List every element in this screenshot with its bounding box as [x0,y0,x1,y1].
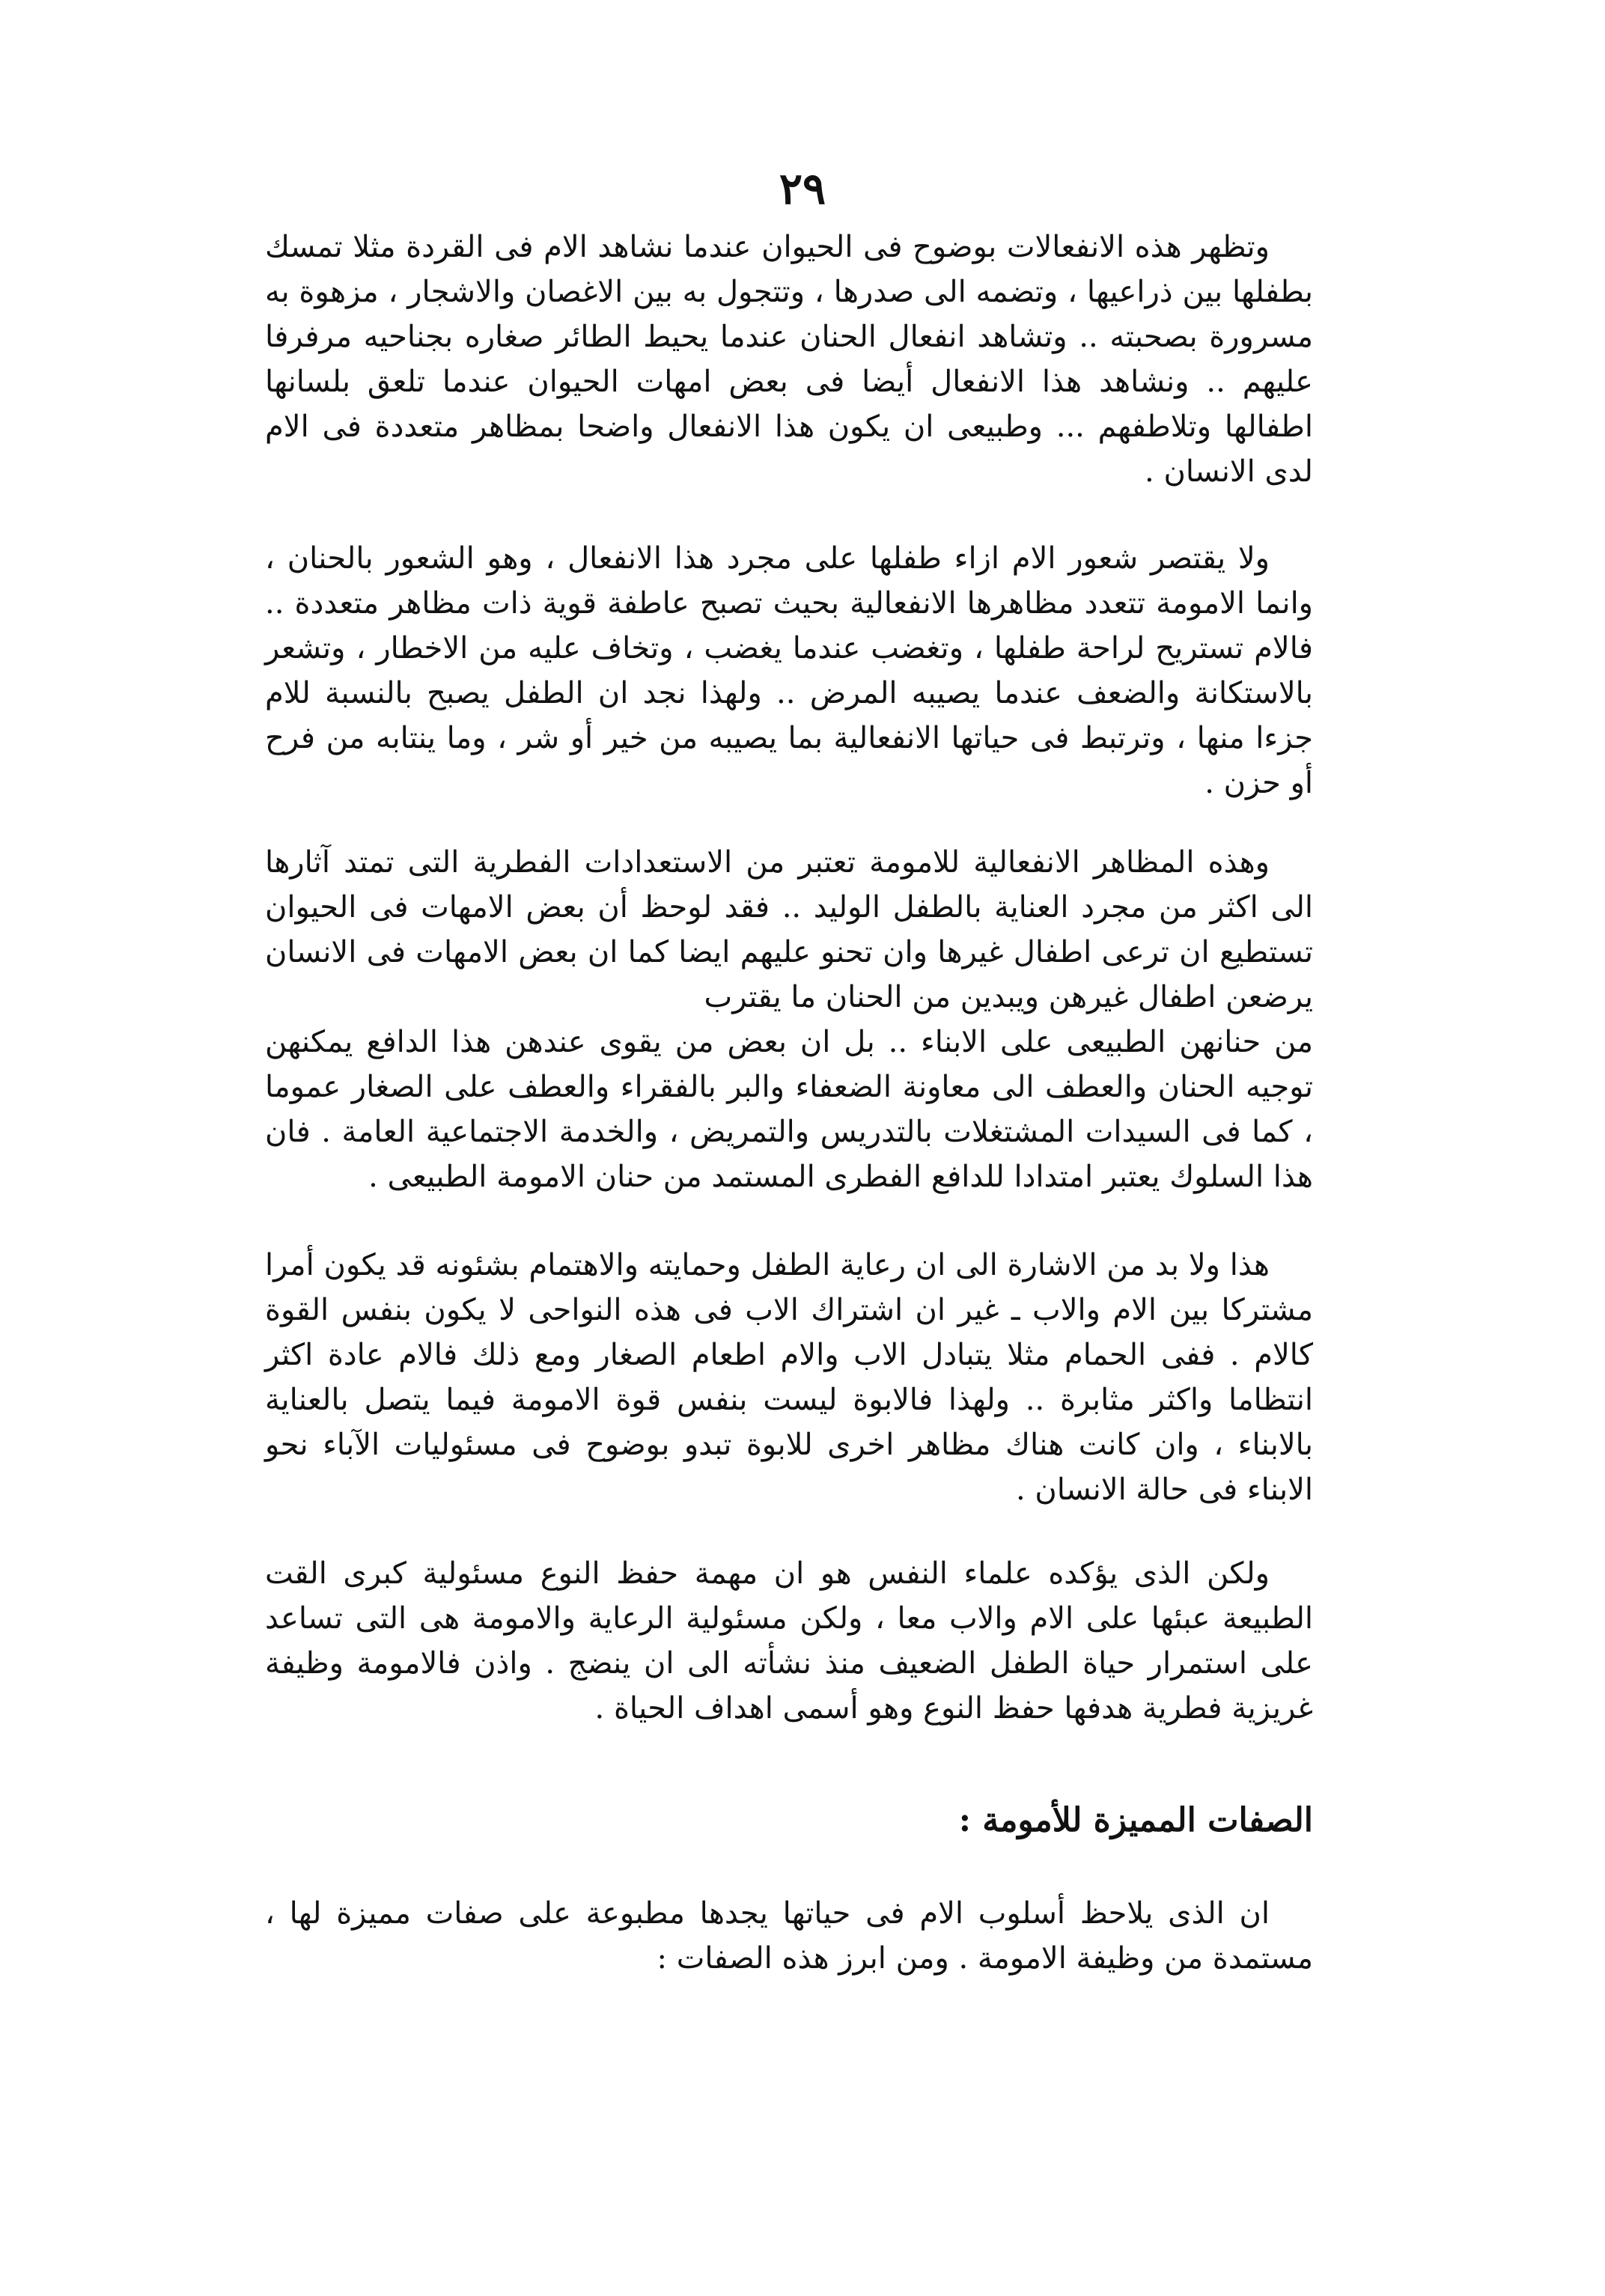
paragraph-innate-readiness: وهذه المظاهر الانفعالية للامومة تعتبر من الاستعدادات الفطرية التى تمتد آثارها الى اكثر من مجرد العناية بالطفل الوليد .. فقد لوحظ أن بعض الامهات فى الحيوان تستطيع ان ترعى اطفال غيرها وان تحنو عليهم ايضا كما ان بعض الامهات فى الانسان يرضعن اطفال غيرهن ويبدين من الحنان ما يقترب [265,845,1313,1014]
paragraph-species-preservation: ولكن الذى يؤكده علماء النفس هو ان مهمة حفظ النوع مسئولية كبرى القت الطبيعة عبئها على الام والاب معا ، ولكن مسئولية الرعاية والامومة هى التى تساعد على استمرار حياة الطفل الضعيف منذ نشأته الى ان ينضج . واذن فالامومة وظيفة غريزية فطرية هدفها حفظ النوع وهو أسمى اهداف الحياة . [265,1556,1313,1726]
paragraph-emotions-in-animals: وتظهر هذه الانفعالات بوضوح فى الحيوان عندما نشاهد الام فى القردة مثلا تمسك بطفلها بين ذراعيها ، وتضمه الى صدرها ، وتتجول به بين الاغصان والاشجار ، مزهوة به مسرورة بصحبته .. وتشاهد انفعال الحنان عندما يحيط الطائر صغاره بجناحيه مرفرفا عليهم .. ونشاهد هذا الانفعال أيضا فى بعض امهات الحيوان عندما تلعق بلسانها اطفالها وتلاطفهم ... وطبيعى ان يكون هذا الانفعال واضحا بمظاهر متعددة فى الام لدى الانسان . [265,230,1313,489]
page-number: ٢٩ [779,163,826,214]
paragraph-extended-tenderness: من حنانهن الطبيعى على الابناء .. بل ان بعض من يقوى عندهن هذا الدافع يمكنهن توجيه الحنان والعطف الى معاونة الضعفاء والبر بالفقراء والعطف على الصغار عموما ، كما فى السيدات المشتغلات بالتدريس والتمريض ، والخدمة الاجتماعية العامة . فان هذا السلوك يعتبر امتدادا للدافع الفطرى المستمد من حنان الامومة الطبيعى . [265,1025,1313,1194]
page-body [265,225,1313,1981]
paragraph-mother-feelings: ولا يقتصر شعور الام ازاء طفلها على مجرد هذا الانفعال ، وهو الشعور بالحنان ، وانما الامومة تتعدد مظاهرها الانفعالية بحيث تصبح عاطفة قوية ذات مظاهر متعددة .. فالام تستريح لراحة طفلها ، وتغضب عندما يغضب ، وتخاف عليه من الاخطار ، وتشعر بالاستكانة والضعف عندما يصيبه المرض .. ولهذا نجد ان الطفل يصبح بالنسبة للام جزءا منها ، وترتبط فى حياتها الانفعالية بما يصيبه من خير أو شر ، وما ينتابه من فرح أو حزن . [265,541,1313,800]
paragraph-distinctive-traits: ان الذى يلاحظ أسلوب الام فى حياتها يجدها مطبوعة على صفات مميزة لها ، مستمدة من وظيفة الامومة . ومن ابرز هذه الصفات : [265,1896,1313,1976]
paragraph-father-role: هذا ولا بد من الاشارة الى ان رعاية الطفل وحمايته والاهتمام بشئونه قد يكون أمرا مشتركا بين الام والاب ـ غير ان اشتراك الاب فى هذه النواحى لا يكون بنفس القوة كالام . ففى الحمام مثلا يتبادل الاب والام اطعام الصغار ومع ذلك فالام عادة اكثر انتظاما واكثر مثابرة .. ولهذا فالابوة ليست بنفس قوة الامومة فيما يتصل بالعناية بالابناء ، وان كانت هناك مظاهر اخرى للابوة تبدو بوضوح فى مسئوليات الآباء نحو الابناء فى حالة الانسان . [265,1248,1313,1507]
section-heading: الصفات المميزة للأمومة : [958,1801,1313,1839]
